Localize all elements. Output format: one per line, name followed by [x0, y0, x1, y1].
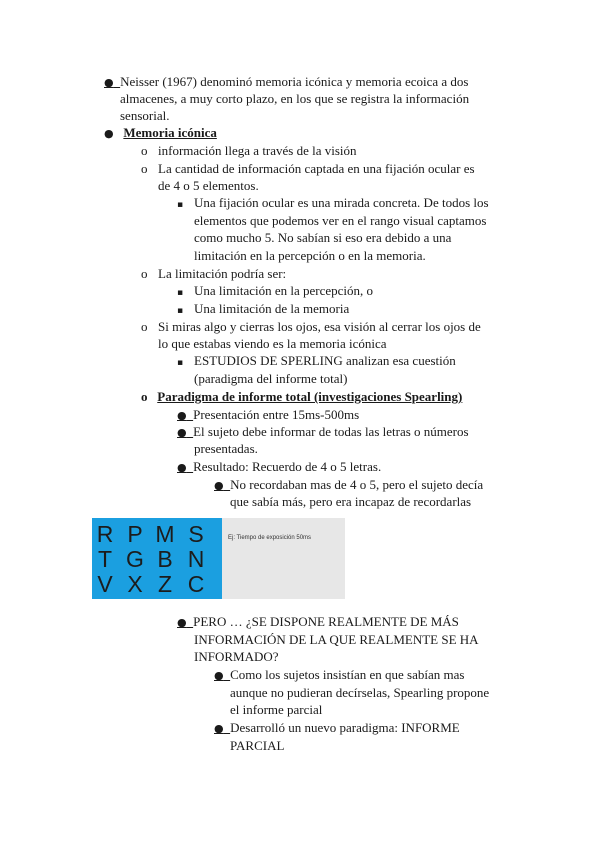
text-line: PARCIAL	[230, 738, 285, 753]
heading-memoria-iconica	[104, 124, 217, 142]
text-line: almacenes, a muy corto plazo, en los que se registra la información	[120, 91, 470, 106]
bullet-dot-icon: ●	[214, 722, 224, 735]
text-line: elementos que podemos ver en el rango visual captamos	[194, 213, 487, 228]
matrix-letter: B	[157, 546, 173, 572]
bullet-dot-icon: ●	[177, 409, 187, 422]
text-line: de 4 o 5 elementos.	[158, 178, 259, 193]
text-line: (paradigma del informe total)	[194, 371, 348, 386]
text-line: que sabía más, pero era incapaz de recordarlas	[230, 494, 472, 509]
list-item	[141, 265, 148, 282]
text-line: Como los sujetos insistían en que sabían mas	[230, 667, 465, 682]
list-item	[177, 423, 469, 441]
list-item	[141, 160, 148, 177]
matrix-letter: S	[188, 521, 204, 547]
bullet-circle-icon: o	[141, 161, 148, 176]
heading-text: Memoria icónica	[123, 125, 217, 140]
heading-paradigma-informe-total	[141, 388, 462, 405]
letter-matrix	[92, 518, 222, 599]
list-item	[141, 318, 148, 335]
text-line: La cantidad de información captada en una fijación ocular es	[158, 161, 475, 176]
paragraph-neisser	[104, 73, 468, 91]
matrix-letter: X	[127, 571, 143, 597]
text-line: ESTUDIOS DE SPERLING analizan esa cuestión	[194, 353, 456, 368]
bullet-dot-icon: ●	[104, 127, 114, 140]
text-line: limitación en la percepción o en la memoria.	[194, 248, 426, 263]
bullet-square-icon: ▪	[177, 200, 184, 210]
bullet-circle-icon: o	[141, 266, 148, 281]
text-line: Neisser (1967) denominó memoria icónica y memoria ecoica a dos	[120, 74, 469, 89]
list-item	[177, 406, 359, 424]
figure-caption: Ej: Tiempo de exposición 50ms	[228, 535, 312, 541]
text-line: Si miras algo y cierras los ojos, esa visión al cerrar los ojos de	[158, 319, 481, 334]
list-item	[214, 476, 483, 494]
bullet-circle-icon: o	[141, 319, 148, 334]
matrix-letter: V	[97, 571, 113, 597]
bullet-dot-icon: ●	[177, 426, 187, 439]
text-line: información llega a través de la visión	[158, 143, 357, 158]
bullet-square-icon: ▪	[177, 288, 184, 298]
matrix-letter: Z	[157, 571, 173, 597]
matrix-letter: C	[187, 571, 205, 597]
bullet-dot-icon: ●	[104, 76, 114, 89]
matrix-letter: T	[97, 546, 113, 572]
text-line: INFORMACIÓN DE LA QUE REALMENTE SE HA	[194, 632, 479, 647]
list-item	[214, 719, 460, 737]
matrix-letter: P	[127, 521, 143, 547]
text-line: El sujeto debe informar de todas las letras o números	[193, 424, 469, 439]
text-line: INFORMADO?	[194, 649, 279, 664]
matrix-letter: R	[96, 521, 114, 547]
matrix-letter: M	[155, 521, 175, 547]
text-line: Una limitación en la percepción, o	[194, 283, 374, 298]
text-line: presentadas.	[194, 441, 258, 456]
bullet-circle-icon: o	[141, 143, 148, 158]
list-item	[177, 300, 183, 320]
text-line: Desarrolló un nuevo paradigma: INFORME	[230, 720, 460, 735]
text-line: Presentación entre 15ms-500ms	[193, 407, 360, 422]
heading-text: Paradigma de informe total (investigaciones Spearling)	[157, 389, 463, 404]
text-line: Resultado: Recuerdo de 4 o 5 letras.	[193, 459, 382, 474]
text-line: Una limitación de la memoria	[194, 301, 350, 316]
list-item	[177, 613, 459, 631]
matrix-letter: G	[126, 546, 144, 572]
text-line: Una fijación ocular es una mirada concreta. De todos los	[194, 195, 489, 210]
text-line: como mucho 5. No sabían si eso era debido a una	[194, 230, 452, 245]
sperling-letter-matrix-figure	[92, 518, 345, 599]
matrix-letter: N	[187, 546, 205, 572]
text-line: lo que estabas viendo es la memoria icónica	[158, 336, 387, 351]
text-line: sensorial.	[120, 108, 170, 123]
list-item	[141, 142, 148, 159]
text-line: el informe parcial	[230, 702, 323, 717]
list-item	[177, 352, 183, 372]
bullet-square-icon: ▪	[177, 306, 184, 316]
list-item	[177, 458, 381, 476]
text-line: La limitación podría ser:	[158, 266, 287, 281]
text-line: PERO … ¿SE DISPONE REALMENTE DE MÁS	[193, 614, 459, 629]
text-line: aunque no pudieran decírselas, Spearling propone	[230, 685, 490, 700]
bullet-circle-icon: o	[141, 389, 148, 404]
figure-caption-panel	[222, 518, 345, 599]
list-item	[214, 666, 464, 684]
bullet-square-icon: ▪	[177, 358, 184, 368]
bullet-dot-icon: ●	[177, 461, 187, 474]
bullet-dot-icon: ●	[177, 616, 187, 629]
list-item	[177, 282, 183, 302]
bullet-dot-icon: ●	[214, 479, 224, 492]
list-item	[177, 194, 183, 214]
text-line: No recordaban mas de 4 o 5, pero el sujeto decía	[230, 477, 484, 492]
bullet-dot-icon: ●	[214, 669, 224, 682]
